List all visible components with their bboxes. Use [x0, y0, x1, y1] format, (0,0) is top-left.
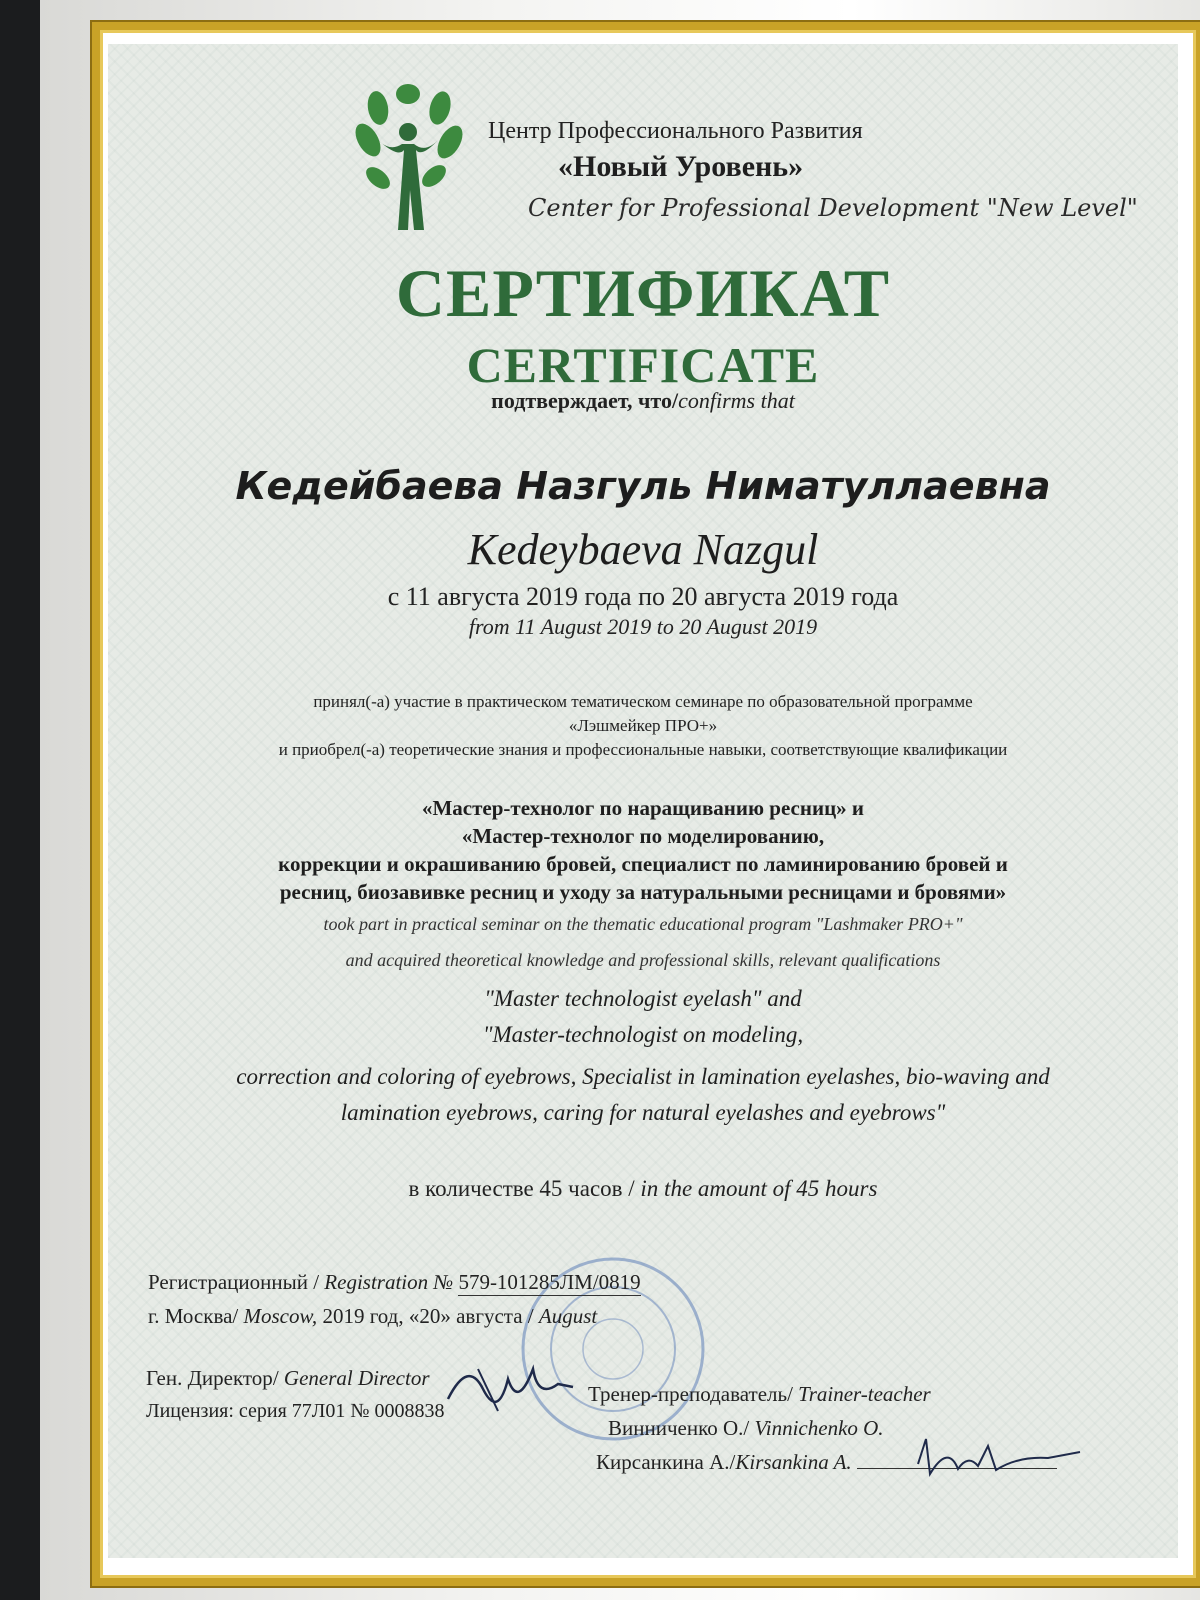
confirms-ru: подтверждает, что/	[491, 388, 679, 413]
qualification-en-line: lamination eyebrows, caring for natural eyelashes and eyebrows"	[340, 1100, 946, 1125]
hours-line: в количестве 45 часов / in the amount of 45 hours	[408, 1176, 878, 1201]
reg-number: 579-101285ЛМ/0819	[458, 1270, 641, 1294]
director-signature-icon	[438, 1349, 578, 1419]
confirms-en: confirms that	[678, 388, 795, 413]
registration-line: Регистрационный / Registration № 579-101285ЛМ/0819	[148, 1270, 641, 1294]
tree-person-logo-icon	[348, 80, 468, 240]
body-en-line: and acquired theoretical knowledge and professional skills, relevant qualifications	[345, 950, 941, 970]
qualification-ru-line: ресниц, биозавивке ресниц и уходу за натуральными ресницами и бровями»	[279, 880, 1007, 904]
trainer-2-ru: Кирсанкина А.	[596, 1450, 730, 1474]
recipient-name-en: Kedeybaeva Nazgul	[467, 525, 819, 574]
qualification-en-line: "Master-technologist on modeling,	[482, 1022, 804, 1047]
title-en: CERTIFICATE	[466, 337, 820, 393]
org-name-en: Center for Professional Development "New Level"	[528, 194, 1138, 222]
city-date-line: г. Москва/ Moscow, 2019 год, «20» августа / August	[148, 1304, 598, 1328]
qualification-en-line: "Master technologist eyelash" and	[484, 986, 802, 1011]
qualification-ru-line: коррекции и окрашиванию бровей, специалист по ламинированию бровей и	[278, 852, 1008, 876]
trainer-1-en: Vinnichenko O.	[754, 1416, 884, 1440]
trainer-en: Trainer-teacher	[798, 1382, 931, 1406]
trainer-line: Тренер-преподаватель/ Trainer-teacher	[588, 1382, 931, 1406]
trainer-2-line: Кирсанкина А./Kirsankina A.	[596, 1450, 1057, 1475]
confirms-line	[108, 388, 1178, 414]
dates-ru: с 11 августа 2019 года по 20 августа 2019 года	[387, 582, 899, 611]
city-ru: г. Москва	[148, 1304, 233, 1328]
qualification-ru-line: «Мастер-технолог по моделированию,	[461, 824, 825, 848]
org-brand-ru: «Новый Уровень»	[558, 150, 804, 183]
director-ru: Ген. Директор	[146, 1366, 273, 1390]
trainer-1-ru: Винниченко О.	[608, 1416, 744, 1440]
qualification-ru-line: «Мастер-технолог по наращиванию ресниц» и	[421, 796, 865, 820]
date-ru: 2019 год, «20» августа	[322, 1304, 523, 1328]
program-name-ru: «Лэшмейкер ПРО+»	[568, 716, 718, 735]
body-ru-line: принял(-а) участие в практическом тематическом семинаре по образовательной программе	[313, 692, 973, 711]
qualification-en-line: correction and coloring of eyebrows, Specialist in lamination eyelashes, bio-waving and	[236, 1064, 1050, 1089]
date-en: August	[538, 1304, 598, 1328]
hours-en: in the amount of 45 hours	[640, 1176, 878, 1201]
org-name-ru: Центр Профессионального Развития	[488, 118, 863, 144]
trainer-ru: Тренер-преподаватель	[588, 1382, 788, 1406]
license-line: Лицензия: серия 77Л01 № 0008838	[146, 1400, 445, 1422]
director-en: General Director	[283, 1366, 430, 1390]
trainer-1-line: Винниченко О./ Vinnichenko O.	[608, 1416, 884, 1440]
reg-label-ru: Регистрационный	[148, 1270, 308, 1294]
trainer-2-en: Kirsankina A.	[735, 1450, 852, 1474]
city-en: Moscow,	[243, 1304, 318, 1328]
body-ru-line: и приобрел(-а) теоретические знания и профессиональные навыки, соответствующие квалификации	[278, 740, 1008, 759]
director-line: Ген. Директор/ General Director	[146, 1366, 430, 1390]
recipient-name-ru: Кедейбаева Назгуль Ниматуллаевна	[235, 464, 1051, 508]
body-en-line: took part in practical seminar on the thematic educational program "Lashmaker PRO+"	[323, 914, 963, 934]
certificate-paper	[108, 44, 1178, 1558]
hours-ru: в количестве 45 часов	[408, 1176, 623, 1201]
dates-en: from 11 August 2019 to 20 August 2019	[468, 614, 818, 639]
reg-label-en: Registration №	[324, 1270, 454, 1294]
trainer-signature-icon	[908, 1434, 1088, 1484]
title-ru: СЕРТИФИКАТ	[395, 255, 891, 331]
